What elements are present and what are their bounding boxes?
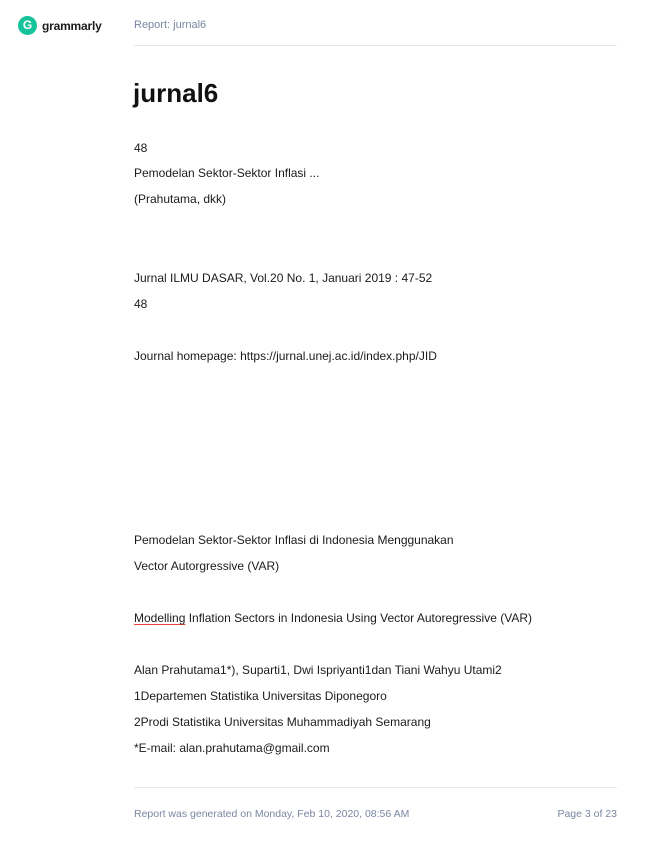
report-title: Report: jurnal6 xyxy=(134,19,207,31)
flagged-line xyxy=(134,611,532,625)
text-line: *E-mail: alan.prahutama@gmail.com xyxy=(134,741,330,755)
text-line: Vector Autorgressive (VAR) xyxy=(134,559,280,573)
page-indicator: Page 3 of 23 xyxy=(557,808,617,820)
logo-text: grammarly xyxy=(42,18,102,33)
text-line: Alan Prahutama1*), Suparti1, Dwi Ispriyanti1dan Tiani Wahyu Utami2 xyxy=(134,663,502,677)
text-line: Pemodelan Sektor-Sektor Inflasi di Indonesia Menggunakan xyxy=(134,533,454,547)
text-line: 48 xyxy=(134,141,148,155)
footer-generated-text: Report was generated on Monday, Feb 10, 2020, 08:56 AM xyxy=(134,808,410,820)
flagged-line-rest: Inflation Sectors in Indonesia Using Vector Autoregressive (VAR) xyxy=(185,611,532,625)
text-line: 48 xyxy=(134,297,148,311)
text-line: Journal homepage: https://jurnal.unej.ac.id/index.php/JID xyxy=(134,349,437,363)
text-line: Pemodelan Sektor-Sektor Inflasi ... xyxy=(134,166,320,180)
header-divider xyxy=(134,45,617,46)
text-line: 2Prodi Statistika Universitas Muhammadiyah Semarang xyxy=(134,715,431,729)
grammarly-logo[interactable] xyxy=(18,16,102,35)
document-title: jurnal6 xyxy=(133,78,219,108)
text-line: Jurnal ILMU DASAR, Vol.20 No. 1, Januari 2019 : 47-52 xyxy=(134,271,433,285)
text-line: 1Departemen Statistika Universitas Diponegoro xyxy=(134,689,387,703)
flagged-word[interactable]: Modelling xyxy=(134,611,186,625)
text-line: (Prahutama, dkk) xyxy=(134,192,227,206)
grammarly-g-icon: G xyxy=(18,16,37,35)
footer-divider xyxy=(134,787,617,788)
